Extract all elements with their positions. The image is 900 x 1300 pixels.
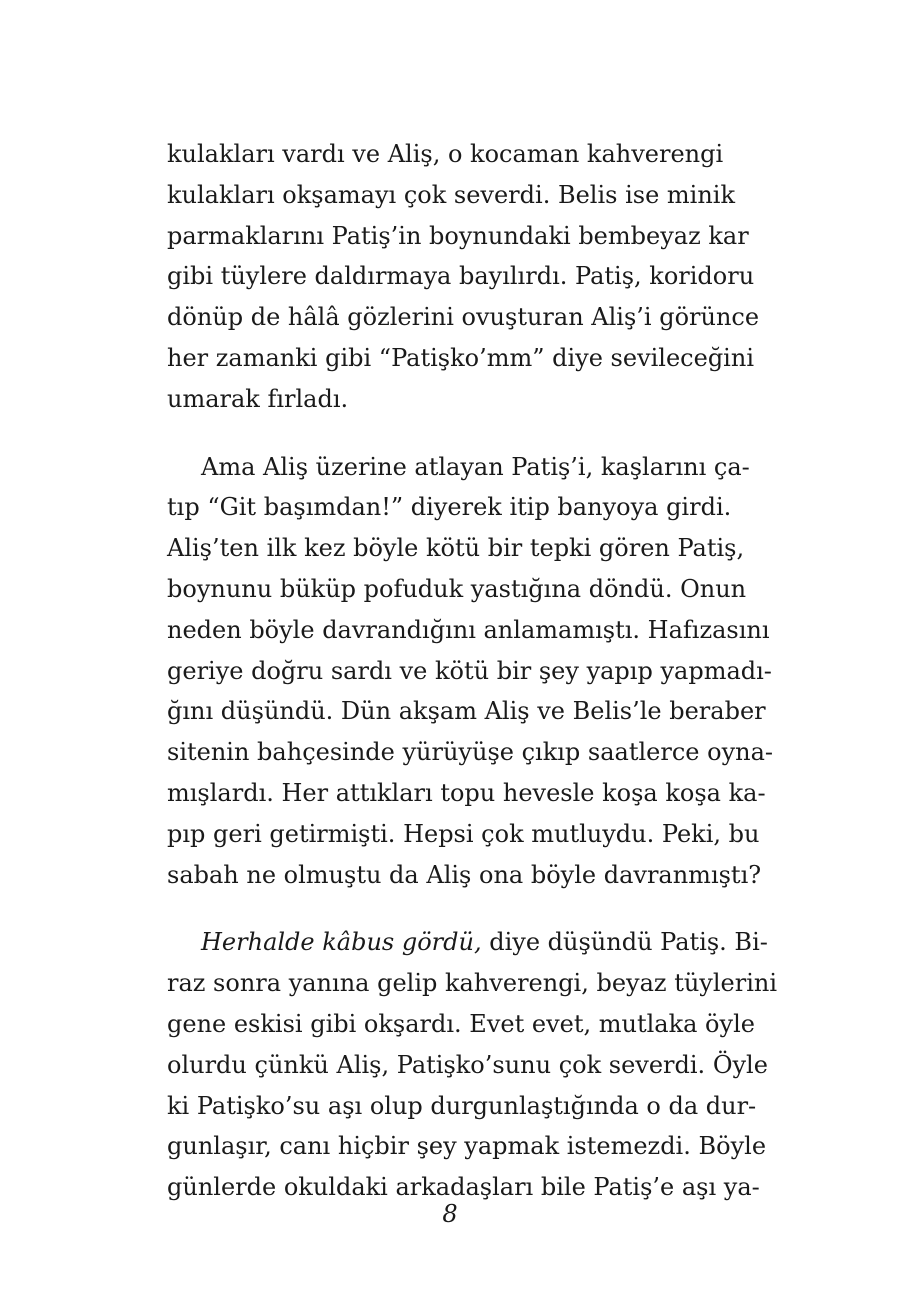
text-line: neden böyle davrandığını anlamamıştı. Hafızasını — [167, 615, 770, 644]
page-number: 8 — [442, 1200, 458, 1228]
text-line: Ama Aliş üzerine atlayan Patiş’i, kaşlarını ça- — [201, 452, 750, 481]
text-line: kulakları okşamayı çok severdi. Belis ise minik — [167, 180, 736, 209]
text-line: günlerde okuldaki arkadaşları bile Patiş’e aşı ya- — [167, 1173, 760, 1202]
text-line: ğını düşündü. Dün akşam Aliş ve Belis’le beraber — [167, 697, 766, 726]
text-line: kulakları vardı ve Aliş, o kocaman kahverengi — [167, 140, 724, 168]
text-line: Aliş’ten ilk kez böyle kötü bir tepki gören Patiş, — [167, 534, 745, 563]
text-line: ki Patişko’su aşı olup durgunlaştığında o da dur- — [167, 1091, 757, 1120]
italic-thought: Herhalde kâbus gördü, — [201, 928, 482, 957]
body-text — [167, 134, 778, 1208]
text-line: sabah ne olmuştu da Aliş ona böyle davranmıştı? — [167, 860, 762, 889]
text-line: geriye doğru sardı ve kötü bir şey yapıp yapmadı- — [167, 656, 772, 685]
text-line: olurdu çünkü Aliş, Patişko’sunu çok severdi. Öyle — [167, 1050, 768, 1079]
text-line: umarak fırladı. — [167, 384, 349, 413]
text-line: dönüp de hâlâ gözlerini ovuşturan Aliş’i görünce — [167, 303, 760, 332]
text-line: sitenin bahçesinde yürüyüşe çıkıp saatlerce oyna- — [167, 738, 773, 767]
text-line: parmaklarını Patiş’in boynundaki bembeyaz kar — [167, 221, 749, 250]
paragraph-1 — [167, 134, 760, 420]
paragraph-spacer — [167, 895, 717, 922]
paragraph-2 — [167, 447, 773, 896]
text-line — [167, 922, 768, 963]
text-line: mışlardı. Her attıkları topu hevesle koşa koşa ka- — [167, 778, 766, 807]
text-line: gunlaşır, canı hiçbir şey yapmak istemezdi. Böyle — [167, 1132, 767, 1161]
text-line: tıp “Git başımdan!” diyerek itip banyoya girdi. — [167, 493, 732, 522]
paragraph-spacer — [167, 420, 717, 447]
text-line: raz sonra yanına gelip kahverengi, beyaz tüylerini — [167, 969, 778, 998]
text-line-rest: diye düşündü Patiş. Bi- — [481, 928, 768, 957]
text-line: pıp geri getirmişti. Hepsi çok mutluydu. Peki, bu — [167, 819, 760, 848]
text-line: gene eskisi gibi okşardı. Evet evet, mutlaka öyle — [167, 1009, 755, 1038]
text-line: her zamanki gibi “Patişko’mm” diye sevileceğini — [167, 343, 754, 372]
paragraph-3 — [167, 922, 778, 1208]
text-line: gibi tüylere daldırmaya bayılırdı. Patiş, koridoru — [167, 262, 755, 291]
text-line: boynunu büküp pofuduk yastığına döndü. Onun — [167, 574, 747, 603]
